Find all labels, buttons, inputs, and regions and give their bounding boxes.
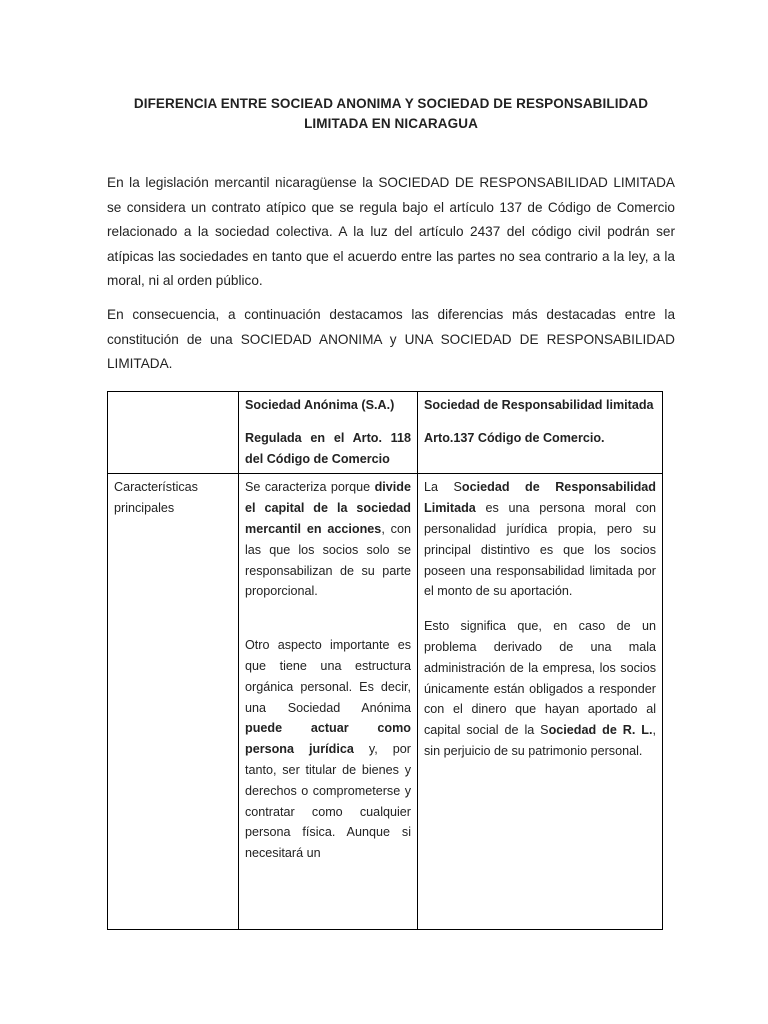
header-srl-cell [418,392,663,474]
sa-p1-text-c: , con las que los socios solo se responsabilizan de su parte proporcional. [245,521,411,599]
title-line-2: LIMITADA EN NICARAGUA [304,116,478,131]
srl-p1-text-c: es una persona moral con personalidad jurídica propia, pero su principal distintivo es que los socios poseen una responsabilidad limitada por el monto de su aportación. [424,501,656,599]
comparison-table [107,391,663,930]
srl-characteristics-cell [418,474,663,930]
title-line-1: DIFERENCIA ENTRE SOCIEAD ANONIMA Y SOCIEDAD DE RESPONSABILIDAD [133,96,649,111]
srl-p1-bold: ociedad de Responsabilidad Limitada [424,480,656,516]
sa-p1-bold: divide el capital de la sociedad mercantil en acciones [245,480,411,536]
document-title [107,94,675,134]
srl-paragraph-2 [424,616,656,762]
sa-p2-text-a: Otro aspecto importante es que tiene una estructura orgánica personal. Es decir, una Sociedad Anónima [245,638,411,715]
sa-p1-text-a: Se caracteriza porque [245,480,375,495]
srl-paragraph-1 [424,477,656,602]
row-label: Características principales [114,480,198,516]
srl-p1-text-a: La S [424,480,462,495]
table-header-row [108,392,663,474]
sa-p2-text-c: y, por tanto, ser titular de bienes y derechos o comprometerse y contratar como cualquier persona física. Aunque si necesitará un [245,742,411,861]
sa-paragraph-1 [245,477,411,602]
sa-paragraph-2 [245,635,411,864]
sa-name: Sociedad Anónima (S.A.) [245,398,395,412]
srl-name: Sociedad de Responsabilidad limitada [424,398,654,412]
srl-p2-bold: ociedad de R. L. [548,723,653,738]
sa-law: Regulada en el Arto. 118 del Código de Comercio [245,430,411,466]
header-sa-cell [239,392,418,474]
sa-p2-bold: puede actuar como persona jurídica [245,721,411,757]
srl-p2-text-c: , sin perjuicio de su patrimonio personal. [424,723,656,758]
srl-law: Arto.137 Código de Comercio. [424,430,605,445]
consequence-paragraph: En consecuencia, a continuación destacamos las diferencias más destacadas entre la constitución de una SOCIEDAD ANONIMA y UNA SOCIEDAD DE RESPONSABILIDAD LIMITADA. [107,307,675,372]
header-empty-cell [108,392,239,474]
sa-characteristics-cell [239,474,418,930]
table-row [108,474,663,930]
srl-p2-text-a: Esto significa que, en caso de un problema derivado de una mala administración de la empresa, los socios únicamente están obligados a responder con el dinero que hayan aportado al capital social de la S [424,619,656,738]
row-label-cell [108,474,239,930]
intro-paragraph: En la legislación mercantil nicaragüense la SOCIEDAD DE RESPONSABILIDAD LIMITADA se considera un contrato atípico que se regula bajo el artículo 137 de Código de Comercio relacionado a la sociedad colectiva. A la luz del artículo 2437 del código civil podrán ser atípicas las sociedades en tanto que el acuerdo entre las partes no sea contrario a la ley, a la moral, ni al orden público. [107,175,675,289]
